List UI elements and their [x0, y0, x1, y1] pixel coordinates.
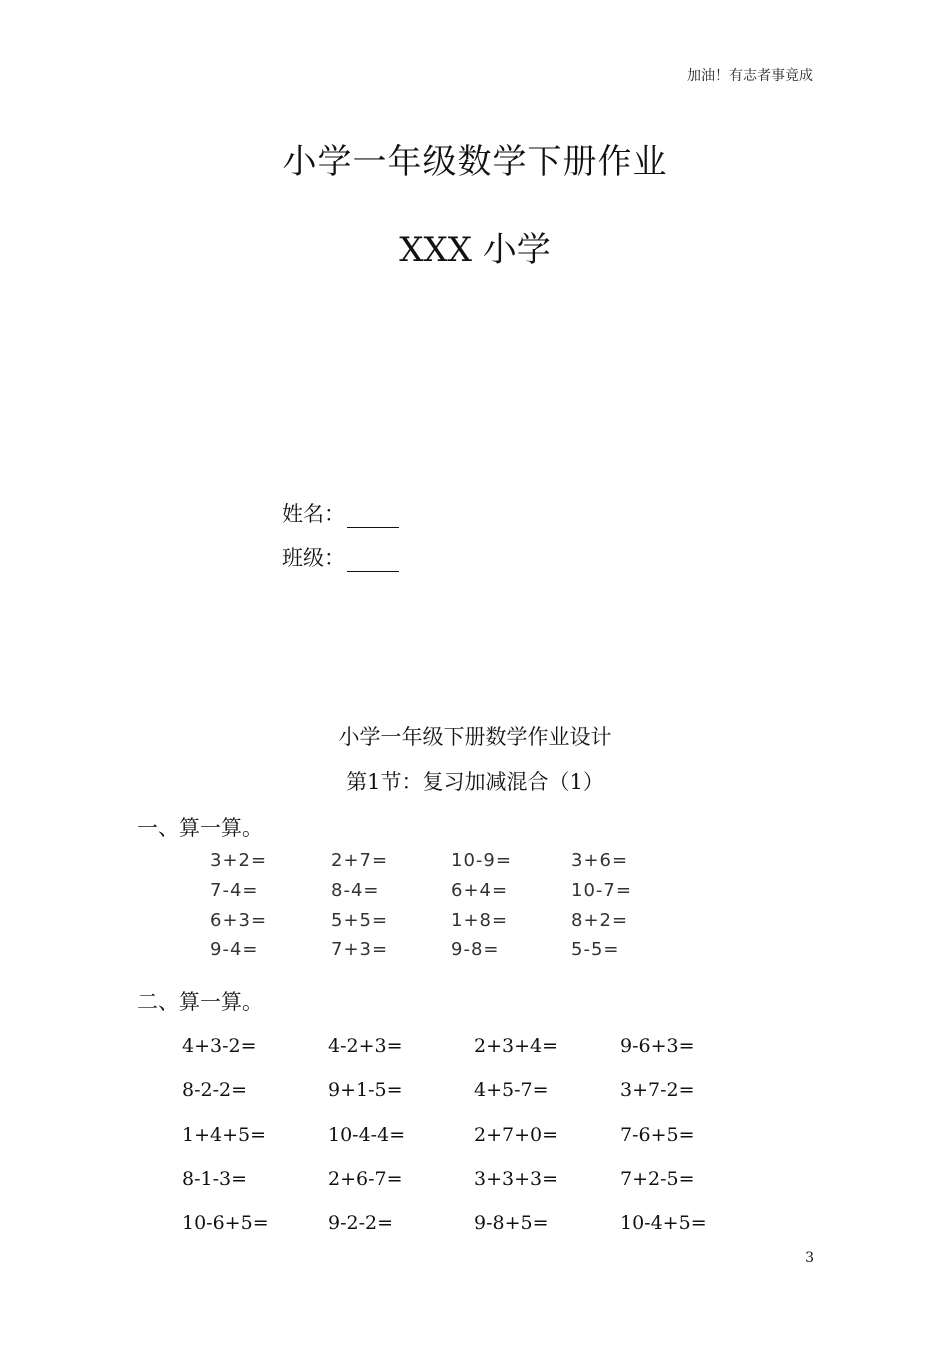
section2-problem: 8-2-2=: [182, 1079, 248, 1101]
section1-problem: 9-4=: [210, 939, 259, 960]
section2-problem: 1+4+5=: [182, 1124, 267, 1146]
section1-problem: 3+6=: [571, 850, 629, 871]
section2-heading: 二、算一算。: [137, 990, 263, 1014]
section1-problem: 8+2=: [571, 910, 629, 931]
section2-problem: 9+1-5=: [328, 1079, 403, 1101]
section1-problem: 2+7=: [331, 850, 389, 871]
section1-problem: 9-8=: [451, 939, 500, 960]
cover-school-name: XXX 小学: [399, 230, 551, 270]
section2-problem: 2+6-7=: [328, 1168, 403, 1190]
section2-problem: 9-6+3=: [620, 1035, 695, 1057]
section1-problem: 10-9=: [451, 850, 512, 871]
section1-problem: 5-5=: [571, 939, 620, 960]
section1-problem: 6+4=: [451, 880, 509, 901]
section1-heading: 一、算一算。: [137, 816, 263, 840]
header-motto: 加油！有志者事竟成: [687, 68, 813, 84]
page-number: 3: [805, 1250, 814, 1266]
section2-problem: 2+7+0=: [474, 1124, 559, 1146]
lesson-title: 第1节：复习加减混合（1）: [346, 770, 604, 794]
homework-title: 小学一年级下册数学作业设计: [338, 725, 612, 749]
section2-problem: 4-2+3=: [328, 1035, 403, 1057]
section2-problem: 9-2-2=: [328, 1212, 394, 1234]
section2-problem: 4+5-7=: [474, 1079, 549, 1101]
name-blank-line[interactable]: [347, 505, 399, 528]
section1-problem: 3+2=: [210, 850, 268, 871]
name-label: 姓名：: [282, 502, 345, 526]
section2-problem: 10-6+5=: [182, 1212, 269, 1234]
section2-problem: 7-6+5=: [620, 1124, 695, 1146]
cover-title: 小学一年级数学下册作业: [282, 142, 668, 182]
name-field: [282, 498, 399, 528]
section2-problem: 2+3+4=: [474, 1035, 559, 1057]
section2-problem: 4+3-2=: [182, 1035, 257, 1057]
section2-problem: 3+3+3=: [474, 1168, 559, 1190]
section2-problem: 3+7-2=: [620, 1079, 695, 1101]
section1-problem-image: [205, 848, 645, 966]
section2-problem: 10-4+5=: [620, 1212, 707, 1234]
section1-problem: 5+5=: [331, 910, 389, 931]
section1-problem: 8-4=: [331, 880, 380, 901]
section1-problem: 1+8=: [451, 910, 509, 931]
section1-problem: 7-4=: [210, 880, 259, 901]
section2-problem: 10-4-4=: [328, 1124, 406, 1146]
section1-problem: 6+3=: [210, 910, 268, 931]
section1-problem: 10-7=: [571, 880, 632, 901]
section2-problem: 8-1-3=: [182, 1168, 248, 1190]
class-blank-line[interactable]: [347, 549, 399, 572]
section2-problem: 7+2-5=: [620, 1168, 695, 1190]
class-label: 班级：: [282, 546, 345, 570]
section1-problem: 7+3=: [331, 939, 389, 960]
section2-problem: 9-8+5=: [474, 1212, 549, 1234]
class-field: [282, 542, 399, 572]
